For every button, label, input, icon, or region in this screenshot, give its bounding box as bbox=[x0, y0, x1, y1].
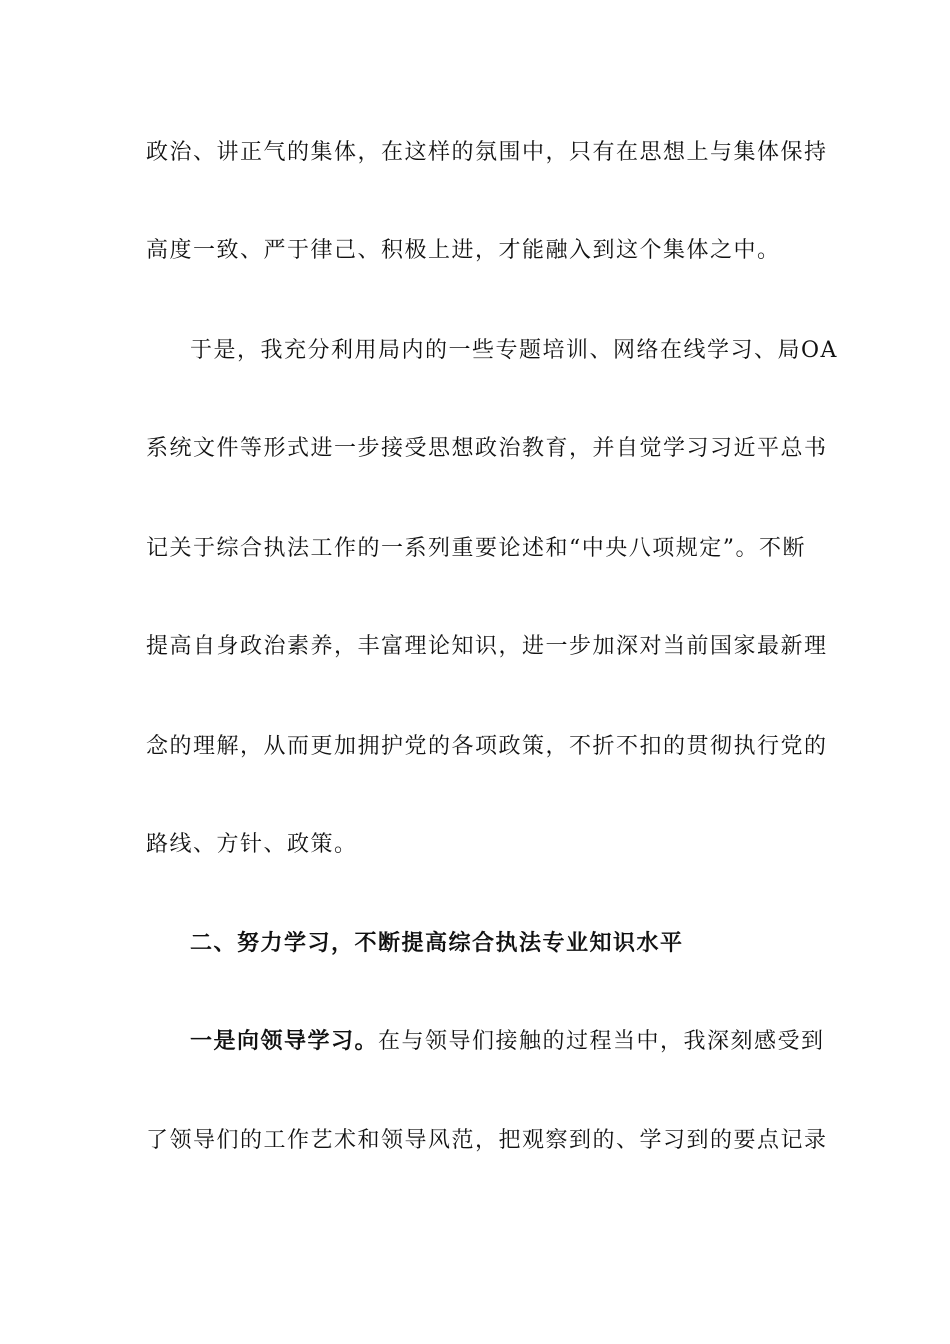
body-text-line: 系统文件等形式进一步接受思想政治教育，并自觉学习习近平总书 bbox=[146, 436, 828, 461]
body-text-line: 高度一致、严于律己、积极上进，才能融入到这个集体之中。 bbox=[146, 238, 781, 263]
body-text-line: 记关于综合执法工作的一系列重要论述和“中央八项规定”。不断 bbox=[146, 536, 806, 561]
body-text-line bbox=[190, 1026, 825, 1057]
body-text-line: 提高自身政治素养，丰富理论知识，进一步加深对当前国家最新理 bbox=[146, 634, 828, 659]
body-text-line: 于是，我充分利用局内的一些专题培训、网络在线学习、局OA bbox=[190, 338, 838, 363]
body-text-line: 念的理解，从而更加拥护党的各项政策，不折不扣的贯彻执行党的 bbox=[146, 734, 828, 759]
body-text-line: 路线、方针、政策。 bbox=[146, 832, 358, 857]
body-text-line: 了领导们的工作艺术和领导风范，把观察到的、学习到的要点记录 bbox=[146, 1128, 828, 1153]
paragraph-text: 在与领导们接触的过程当中，我深刻感受到 bbox=[378, 1029, 825, 1054]
paragraph-lead: 一是向领导学习。 bbox=[190, 1028, 379, 1054]
body-text-line: 政治、讲正气的集体，在这样的氛围中，只有在思想上与集体保持 bbox=[146, 140, 828, 165]
section-heading: 二、努力学习，不断提高综合执法专业知识水平 bbox=[190, 930, 684, 956]
